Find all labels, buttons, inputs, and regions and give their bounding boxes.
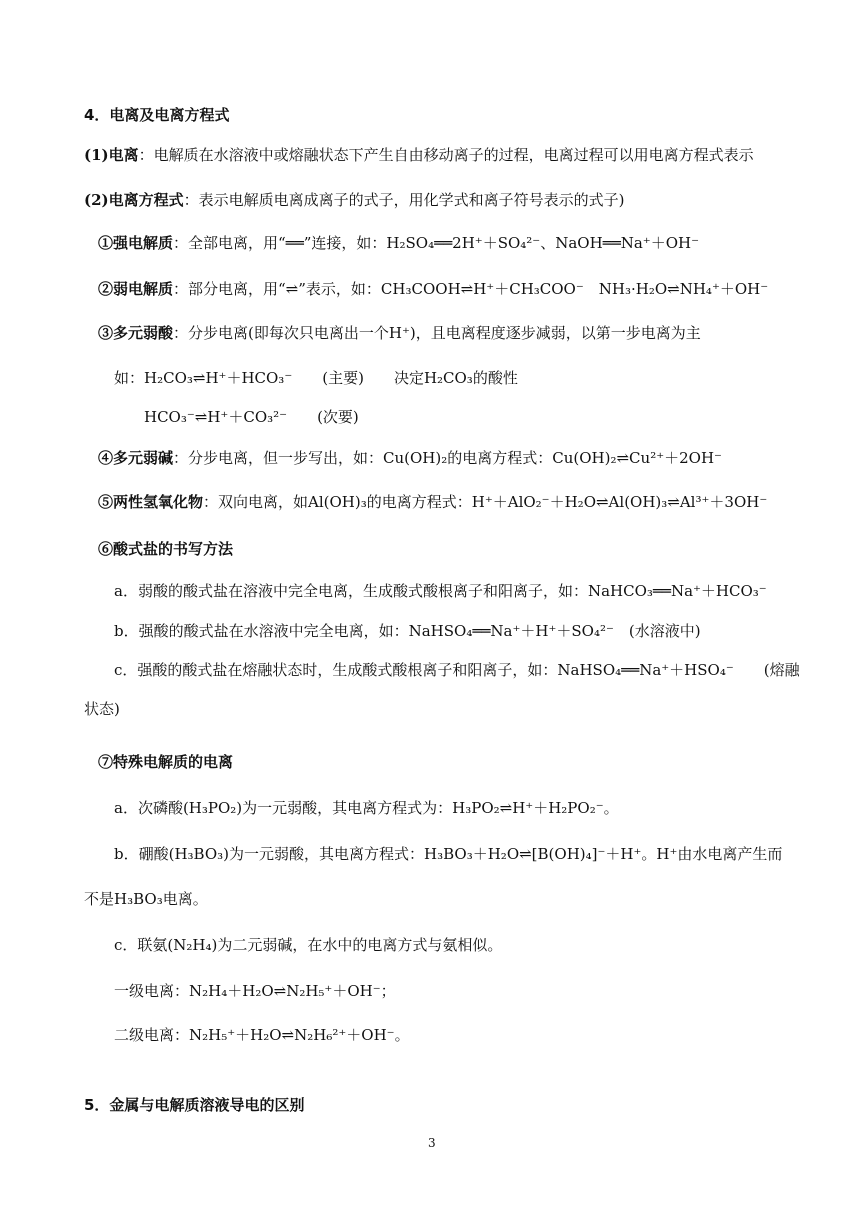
acid-salt-item-b: b．强酸的酸式盐在水溶液中完全电离，如：NaHSO₄══Na⁺＋H⁺＋SO₄²⁻ (水溶液中) — [114, 622, 701, 640]
amphoteric-hydroxide-label: ⑤两性氢氧化物 — [98, 493, 204, 511]
polyprotic-acid-text: ：分步电离(即每次只电离出一个H⁺)，且电离程度逐步减弱，以第一步电离为主 — [173, 324, 701, 342]
polyprotic-acid-equation-2: HCO₃⁻⇌H⁺＋CO₃²⁻ (次要) — [144, 408, 359, 426]
polyacidic-base-text: ：分步电离，但一步写出，如：Cu(OH)₂的电离方程式：Cu(OH)₂⇌Cu²⁺＋2OH⁻ — [173, 449, 722, 467]
ionization-equation-definition — [84, 189, 625, 211]
page-number: 3 — [428, 1136, 436, 1150]
ionization-label: (1)电离 — [84, 146, 139, 164]
amphoteric-hydroxide-line — [98, 491, 767, 513]
special-item-a: a．次磷酸(H₃PO₂)为一元弱酸，其电离方程式为：H₃PO₂⇌H⁺＋H₂PO₂⁻。 — [114, 799, 619, 817]
polyprotic-acid-label: ③多元弱酸 — [98, 324, 174, 342]
special-item-c-second: 二级电离：N₂H₅⁺＋H₂O⇌N₂H₆²⁺＋OH⁻。 — [114, 1026, 410, 1044]
weak-electrolyte-label: ②弱电解质 — [98, 280, 174, 298]
acid-salt-heading: ⑥酸式盐的书写方法 — [98, 540, 234, 558]
weak-electrolyte-line — [98, 278, 768, 300]
strong-electrolyte-line — [98, 232, 699, 254]
special-item-b-continued: 不是H₃BO₃电离。 — [84, 890, 208, 908]
ionization-equation-text: ：表示电解质电离成离子的式子，用化学式和离子符号表示的式子) — [183, 191, 625, 209]
ionization-definition — [84, 144, 754, 166]
polyacidic-base-line — [98, 447, 722, 469]
strong-electrolyte-label: ①强电解质 — [98, 234, 174, 252]
weak-electrolyte-text: ：部分电离，用“⇌”表示，如：CH₃COOH⇌H⁺＋CH₃COO⁻ NH₃·H₂O⇌NH₄⁺＋OH⁻ — [173, 280, 769, 298]
special-item-b: b．硼酸(H₃BO₃)为一元弱酸，其电离方程式：H₃BO₃＋H₂O⇌[B(OH)₄]⁻＋H⁺。H⁺由水电离产生而 — [114, 845, 783, 863]
amphoteric-hydroxide-text: ：双向电离，如Al(OH)₃的电离方程式：H⁺＋AlO₂⁻＋H₂O⇌Al(OH)₃⇌Al³⁺＋3OH⁻ — [203, 493, 768, 511]
polyprotic-acid-line — [98, 322, 701, 344]
acid-salt-item-c-continued: 状态) — [84, 700, 120, 718]
special-item-c: c．联氨(N₂H₄)为二元弱碱，在水中的电离方式与氨相似。 — [114, 936, 503, 954]
section-4-heading: 4．电离及电离方程式 — [84, 106, 230, 124]
ionization-text: ：电解质在水溶液中或熔融状态下产生自由移动离子的过程，电离过程可以用电离方程式表示 — [138, 146, 754, 164]
special-item-c-first: 一级电离：N₂H₄＋H₂O⇌N₂H₅⁺＋OH⁻； — [114, 982, 396, 1000]
section-5-heading: 5．金属与电解质溶液导电的区别 — [84, 1096, 305, 1114]
polyacidic-base-label: ④多元弱碱 — [98, 449, 174, 467]
polyprotic-acid-equation-1: 如：H₂CO₃⇌H⁺＋HCO₃⁻ (主要) 决定H₂CO₃的酸性 — [114, 369, 518, 387]
acid-salt-item-c: c．强酸的酸式盐在熔融状态时，生成酸式酸根离子和阳离子，如：NaHSO₄══Na⁺＋HSO₄⁻ (熔融 — [114, 661, 800, 679]
acid-salt-item-a: a．弱酸的酸式盐在溶液中完全电离，生成酸式酸根离子和阳离子，如：NaHCO₃══Na⁺＋HCO₃⁻ — [114, 582, 767, 600]
strong-electrolyte-text: ：全部电离，用“══”连接，如：H₂SO₄══2H⁺＋SO₄²⁻、NaOH══Na⁺＋OH⁻ — [173, 234, 700, 252]
special-electrolyte-heading: ⑦特殊电解质的电离 — [98, 753, 234, 771]
ionization-equation-label: (2)电离方程式 — [84, 191, 184, 209]
